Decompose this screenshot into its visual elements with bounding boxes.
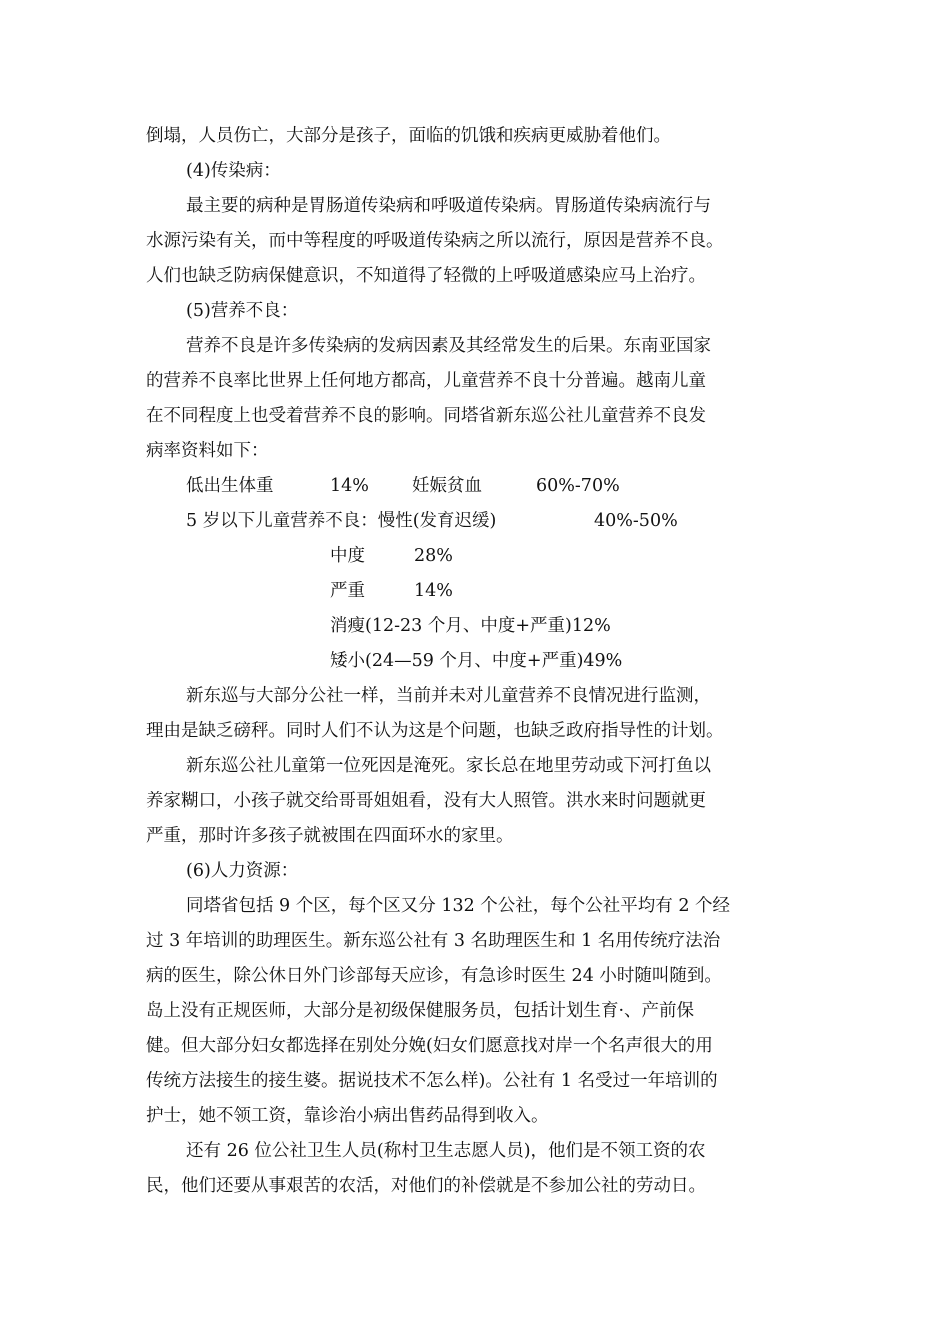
text-line: 倒塌，人员伤亡，大部分是孩子，面临的饥饿和疾病更威胁着他们。 xyxy=(146,126,671,146)
section-heading-human-resources: (6)人力资源： xyxy=(186,861,299,881)
text-line: 传统方法接生的接生婆。据说技术不怎么样)。公社有 1 名受过一年培训的 xyxy=(146,1071,718,1091)
stat-label: 中度 xyxy=(330,546,365,566)
stats-row-stunting: 矮小(24—59 个月、中度+严重)49% xyxy=(330,651,623,671)
stat-value: 28% xyxy=(414,546,453,566)
text-line: 最主要的病种是胃肠道传染病和呼吸道传染病。胃肠道传染病流行与 xyxy=(186,196,711,216)
text-line: 同塔省包括 9 个区，每个区又分 132 个公社，每个公社平均有 2 个经 xyxy=(186,896,731,916)
text-line: 病的医生，除公休日外门诊部每天应诊，有急诊时医生 24 小时随叫随到。 xyxy=(146,966,722,986)
text-line: 人们也缺乏防病保健意识，不知道得了轻微的上呼吸道感染应马上治疗。 xyxy=(146,266,706,286)
text-line: 水源污染有关，而中等程度的呼吸道传染病之所以流行，原因是营养不良。 xyxy=(146,231,724,251)
stat-value: 60%-70% xyxy=(536,476,620,496)
stat-label: 低出生体重 xyxy=(186,476,274,496)
text-line: 新东巡公社儿童第一位死因是淹死。家长总在地里劳动或下河打鱼以 xyxy=(186,756,711,776)
text-line: 岛上没有正规医师，大部分是初级保健服务员，包括计划生育·、产前保 xyxy=(146,1001,695,1021)
section-heading-malnutrition: (5)营养不良： xyxy=(186,301,299,321)
text-line: 养家糊口，小孩子就交给哥哥姐姐看，没有大人照管。洪水来时问题就更 xyxy=(146,791,706,811)
stat-value: 14% xyxy=(330,476,369,496)
stats-row-wasting: 消瘦(12-23 个月、中度+严重)12% xyxy=(330,616,611,636)
text-line: 护士，她不领工资，靠诊治小病出售药品得到收入。 xyxy=(146,1106,549,1126)
text-line: 病率资料如下： xyxy=(146,441,269,461)
stat-value: 40%-50% xyxy=(594,511,678,531)
stat-label: 严重 xyxy=(330,581,365,601)
stat-value: 14% xyxy=(414,581,453,601)
text-line: 的营养不良率比世界上任何地方都高，儿童营养不良十分普遍。越南儿童 xyxy=(146,371,706,391)
text-line: 还有 26 位公社卫生人员(称村卫生志愿人员)，他们是不领工资的农 xyxy=(186,1141,706,1161)
text-line: 民，他们还要从事艰苦的农活，对他们的补偿就是不参加公社的劳动日。 xyxy=(146,1176,706,1196)
text-line: 理由是缺乏磅秤。同时人们不认为这是个问题，也缺乏政府指导性的计划。 xyxy=(146,721,724,741)
text-line: 营养不良是许多传染病的发病因素及其经常发生的后果。东南亚国家 xyxy=(186,336,711,356)
section-heading-infectious-disease: (4)传染病： xyxy=(186,161,281,181)
stat-label: 5 岁以下儿童营养不良：慢性(发育迟缓) xyxy=(186,511,497,531)
text-line: 在不同程度上也受着营养不良的影响。同塔省新东巡公社儿童营养不良发 xyxy=(146,406,706,426)
text-line: 新东巡与大部分公社一样，当前并未对儿童营养不良情况进行监测， xyxy=(186,686,711,706)
text-line: 健。但大部分妇女都选择在别处分娩(妇女们愿意找对岸一个名声很大的用 xyxy=(146,1036,713,1056)
text-line: 严重，那时许多孩子就被围在四面环水的家里。 xyxy=(146,826,514,846)
stat-label: 妊娠贫血 xyxy=(412,476,482,496)
text-line: 过 3 年培训的助理医生。新东巡公社有 3 名助理医生和 1 名用传统疗法治 xyxy=(146,931,721,951)
